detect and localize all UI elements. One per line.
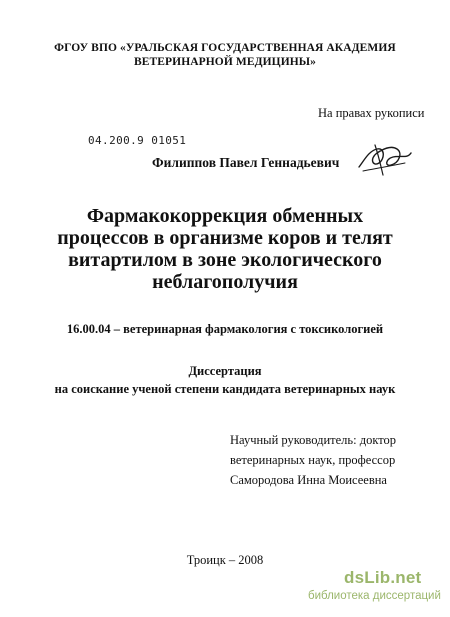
- watermark-logo: dsLib.net: [344, 568, 422, 587]
- place-year: Троицк – 2008: [186, 553, 264, 567]
- organization-header: [0, 41, 450, 69]
- dissertation-label: Диссертация: [188, 364, 262, 378]
- degree-line: на соискание ученой степени кандидата ветеринарных наук: [54, 382, 396, 396]
- title-line-2: процессов в организме коров и телят: [57, 227, 393, 249]
- title-line-4: неблагополучия: [152, 271, 298, 293]
- rights-note: На правах рукописи: [318, 106, 425, 120]
- supervisor-line-3: Самородова Инна Моисеевна: [230, 473, 387, 487]
- registration-stamp: 04.200.9 01051: [88, 134, 187, 147]
- organization-line-2: ВЕТЕРИНАРНОЙ МЕДИЦИНЫ»: [133, 56, 317, 68]
- specialty-code: 16.00.04 – ветеринарная фармакология с токсикологией: [66, 322, 384, 336]
- supervisor-line-1: Научный руководитель: доктор: [230, 433, 397, 447]
- author-name: Филиппов Павел Геннадьевич: [152, 155, 340, 170]
- title-line-1: Фармакокоррекция обменных: [86, 205, 364, 227]
- supervisor-line-2: ветеринарных наук, профессор: [230, 453, 396, 467]
- title-line-3: витартилом в зоне экологического: [68, 249, 382, 271]
- watermark-tagline: библиотека диссертаций: [308, 590, 441, 602]
- supervisor-block: [230, 430, 396, 490]
- organization-line-1: ФГОУ ВПО «УРАЛЬСКАЯ ГОСУДАРСТВЕННАЯ АКАДЕМИЯ: [54, 42, 396, 54]
- dslib-watermark[interactable]: [308, 568, 448, 614]
- dissertation-title: [0, 205, 450, 293]
- author-signature: [355, 137, 415, 179]
